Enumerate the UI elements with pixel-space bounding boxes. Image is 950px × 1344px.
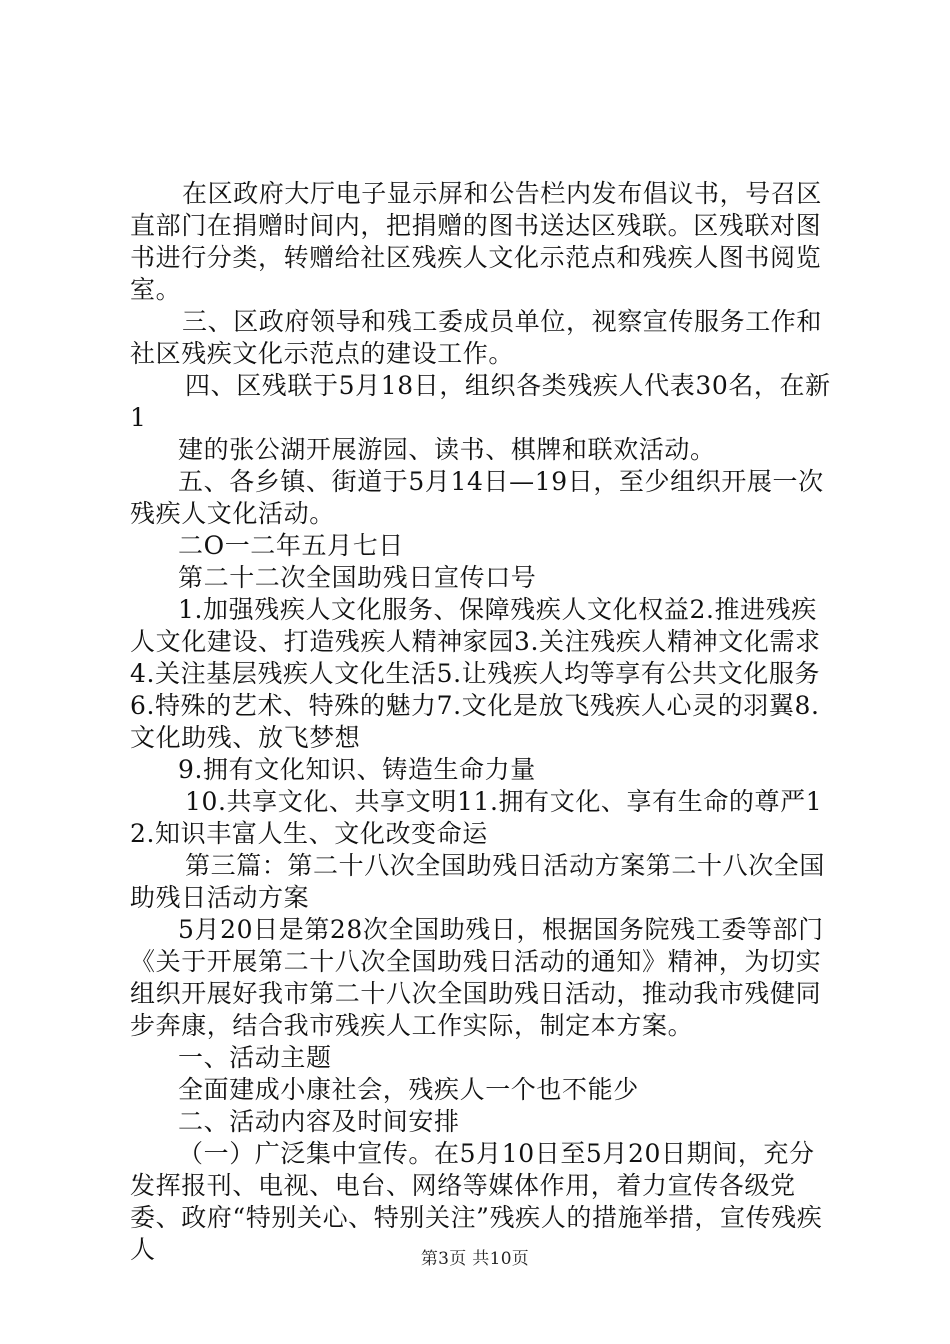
paragraph-slogan-title: 第二十二次全国助残日宣传口号 [178, 563, 537, 592]
paragraph-section-3-title: 第三篇：第二十八次全国助残日活动方案第二十八次全国助残日活动方案 [130, 851, 826, 912]
paragraph-item-4: 四、区残联于5月18日，组织各类残疾人代表30名，在新1 [130, 371, 831, 432]
paragraph-slogan-9: 9.拥有文化知识、铸造生命力量 [178, 755, 536, 784]
paragraph-heading-schedule: 二、活动内容及时间安排 [178, 1107, 460, 1136]
paragraph-heading-theme: 一、活动主题 [178, 1043, 332, 1072]
paragraph-donation-notice: 在区政府大厅电子显示屏和公告栏内发布倡议书，号召区直部门在捐赠时间内，把捐赠的图书送达区残联。区残联对图书进行分类，转赠给社区残疾人文化示范点和残疾人图书阅览室。 [130, 179, 823, 304]
paragraph-publicity: （一）广泛集中宣传。在5月10日至5月20日期间，充分发挥报刊、电视、电台、网络等媒体作用，着力宣传各级党委、政府“特别关心、特别关注”残疾人的措施举措，宣传残疾人 [130, 1139, 823, 1264]
document-body [130, 178, 835, 1266]
paragraph-item-3: 三、区政府领导和残工委成员单位，视察宣传服务工作和社区残疾文化示范点的建设工作。 [130, 307, 823, 368]
paragraph-theme: 全面建成小康社会，残疾人一个也不能少 [178, 1075, 639, 1104]
paragraph-intro: 5月20日是第28次全国助残日，根据国务院残工委等部门《关于开展第二十八次全国助残日活动的通知》精神，为切实组织开展好我市第二十八次全国助残日活动，推动我市残健同步奔康，结合我市残疾人工作实际，制定本方案。 [130, 915, 824, 1040]
paragraph-item-5: 五、各乡镇、街道于5月14日—19日，至少组织开展一次残疾人文化活动。 [130, 467, 824, 528]
page-number-footer: 第3页 共10页 [420, 1249, 530, 1269]
paragraph-item-4-continued: 建的张公湖开展游园、读书、棋牌和联欢活动。 [178, 435, 716, 464]
paragraph-slogans-10-12: 10.共享文化、共享文明11.拥有文化、享有生命的尊严12.知识丰富人生、文化改变命运 [130, 787, 823, 848]
paragraph-slogans-1-8: 1.加强残疾人文化服务、保障残疾人文化权益2.推进残疾人文化建设、打造残疾人精神家园3.关注残疾人精神文化需求4.关注基层残疾人文化生活5.让残疾人均等享有公共文化服务6.特殊的艺术、特殊的魅力7.文化是放飞残疾人心灵的羽翼8.文化助残、放飞梦想 [130, 595, 821, 752]
paragraph-date: 二O一二年五月七日 [178, 531, 404, 560]
